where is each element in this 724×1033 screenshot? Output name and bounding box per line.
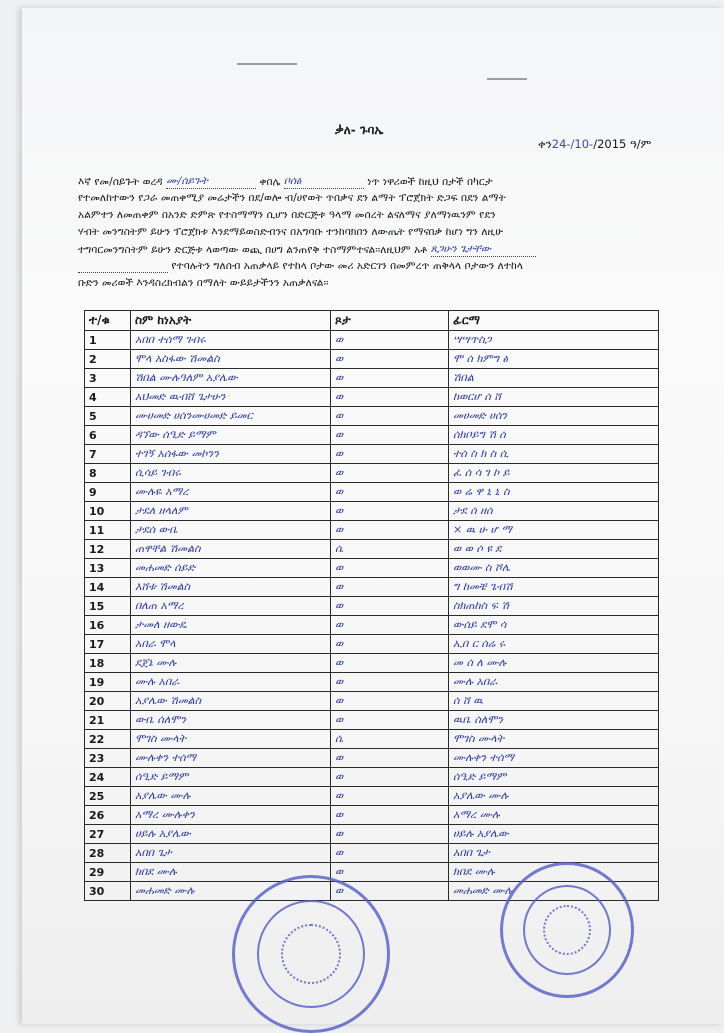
- row-signature: ውሰይ ደሞ ሳ: [449, 616, 659, 635]
- scan-mark: [237, 63, 297, 65]
- row-signature: መሐመድ ሙሉ: [449, 882, 659, 901]
- row-signature: ዉቤ ሰለሞን: [449, 711, 659, 730]
- scan-mark: [487, 78, 527, 80]
- text-segment: እኛ የመ/ሰይጉት ወረዳ: [78, 176, 163, 188]
- table-row: [85, 711, 659, 730]
- row-signature: ታደ ሰ ዘሰ: [449, 502, 659, 521]
- row-sex: ወ: [331, 787, 449, 806]
- row-sex: ወ: [331, 711, 449, 730]
- row-name: ታደለ ዘላለም: [131, 502, 331, 521]
- paragraph-line-5: [78, 242, 658, 257]
- official-stamp-right: [500, 862, 634, 998]
- row-name: ዳኘው ሰዒድ ይማም: [131, 426, 331, 445]
- row-name: አያሌው ሽመልስ: [131, 692, 331, 711]
- table-row: [85, 350, 659, 369]
- row-name: ሞገስ ሙላት: [131, 730, 331, 749]
- table-row: [85, 464, 659, 483]
- row-signature: ሽበል: [449, 369, 659, 388]
- kebele-handwritten: ቦሰፅ: [284, 174, 364, 189]
- row-number: 18: [85, 654, 131, 673]
- row-signature: ሞ ሰ ክምግ ፅ: [449, 350, 659, 369]
- row-signature: ሙሉቀን ተሰማ: [449, 749, 659, 768]
- row-signature: አበበ ጌታ: [449, 844, 659, 863]
- row-sex: ወ: [331, 502, 449, 521]
- row-signature: ወ ሬ ዋ ኒ ኒ ስ: [449, 483, 659, 502]
- stamp-emblem: [281, 924, 341, 984]
- row-signature: ወ ወ ሶ ዩ ደ: [449, 540, 659, 559]
- row-name: መሐመድ ሰይድ: [131, 559, 331, 578]
- row-name: ውቤ ሰለሞን: [131, 711, 331, 730]
- row-name: በለጠ አማረ: [131, 597, 331, 616]
- row-sex: ወ: [331, 388, 449, 407]
- row-sex: ወ: [331, 692, 449, 711]
- row-signature: ኢበ ር ሰሬ ሩ: [449, 635, 659, 654]
- row-signature: ክበደ ሙሉ: [449, 863, 659, 882]
- row-signature: ሞገስ ሙላት: [449, 730, 659, 749]
- paragraph-line-1: [78, 174, 658, 189]
- row-number: 30: [85, 882, 131, 901]
- row-number: 7: [85, 445, 131, 464]
- paragraph-line-6: [78, 259, 658, 273]
- paragraph-line-4: ሃብት መንግስትም ይሁን ፕሮጀክቱ እንደማይወስድብንና በአግባቡ ተንከባክበን ለውጤት የማናበቃ ከሆነ ግን ለዚሁ: [78, 226, 504, 238]
- header-number: ተ/ቁ: [85, 311, 131, 331]
- row-signature: ወወሙ ስ ሾሌ: [449, 559, 659, 578]
- header-signature: ፊርማ: [449, 311, 659, 331]
- text-segment: ነጥ ነዋሪወች ከዚህ በታች በካርታ: [367, 176, 493, 188]
- document-title: ቃለ- ጉባኤ: [335, 123, 384, 137]
- row-sex: ወ: [331, 806, 449, 825]
- table-row: [85, 768, 659, 787]
- row-number: 27: [85, 825, 131, 844]
- row-name: አህመድ ዉብሸ ጌታሁን: [131, 388, 331, 407]
- header-sex: ጾታ: [331, 311, 449, 331]
- row-sex: ወ: [331, 882, 449, 901]
- row-name: ክበደ ሙሉ: [131, 863, 331, 882]
- woreda-handwritten: ሙ/ሰይጉት: [166, 174, 256, 189]
- row-sex: ወ: [331, 768, 449, 787]
- table-row: [85, 502, 659, 521]
- table-row: [85, 654, 659, 673]
- row-sex: ወ: [331, 578, 449, 597]
- row-name: ታደሰ ውቤ: [131, 521, 331, 540]
- row-number: 23: [85, 749, 131, 768]
- row-name: ሙሉዬ አማረ: [131, 483, 331, 502]
- table-row: [85, 787, 659, 806]
- table-row: [85, 597, 659, 616]
- row-number: 19: [85, 673, 131, 692]
- row-number: 12: [85, 540, 131, 559]
- row-signature: ሣሣጥስጋ: [449, 331, 659, 350]
- row-signature: × ዉ ሁ ሆ ማ: [449, 521, 659, 540]
- row-number: 4: [85, 388, 131, 407]
- row-number: 16: [85, 616, 131, 635]
- date-prefix: ቀን: [538, 137, 552, 151]
- row-number: 10: [85, 502, 131, 521]
- table-row: [85, 806, 659, 825]
- row-number: 3: [85, 369, 131, 388]
- date-suffix: /2015 ዓ/ም: [593, 137, 652, 151]
- row-number: 22: [85, 730, 131, 749]
- row-sex: ወ: [331, 635, 449, 654]
- paragraph-line-2: የተመለከተውን የጋራ መጠቀሚያ መሬታችን በደ/ወሎ ብ/ሀየወት ጥበቃና ደን ልማት ፕሮጀክት ድጋፍ በደን ልማት: [78, 192, 506, 204]
- paragraph-line-7: ቡድን መሪወች እንዳስረክብልን በማለት ውይይታችንን አጠቃለናል፡፡: [78, 277, 329, 289]
- table-row: [85, 578, 659, 597]
- row-number: 21: [85, 711, 131, 730]
- row-sex: ወ: [331, 407, 449, 426]
- row-signature: ሰ ሸ ዉ: [449, 692, 659, 711]
- row-name: ሙሉ አበራ: [131, 673, 331, 692]
- table-row: [85, 331, 659, 350]
- row-signature: ሙሉ አበራ: [449, 673, 659, 692]
- row-sex: ወ: [331, 483, 449, 502]
- table-row: [85, 730, 659, 749]
- row-sex: ወ: [331, 559, 449, 578]
- row-signature: ከወርሆ ሰ ሸ: [449, 388, 659, 407]
- document-date: [538, 137, 651, 152]
- row-sex: ወ: [331, 521, 449, 540]
- row-number: 29: [85, 863, 131, 882]
- row-sex: ወ: [331, 863, 449, 882]
- row-signature: ፈ ሰ ሳ ገ ኮ ይ: [449, 464, 659, 483]
- row-signature: መ ሰ ለ ሙሉ: [449, 654, 659, 673]
- table-row: [85, 635, 659, 654]
- row-sex: ወ: [331, 350, 449, 369]
- leader-name-handwritten: ጸጋሁን ጌታቸው: [431, 242, 536, 257]
- table-header-row: [85, 311, 659, 331]
- stamp-emblem: [543, 905, 591, 955]
- row-sex: ወ: [331, 749, 449, 768]
- row-signature: ሰክቦይግ ሽ ሰ: [449, 426, 659, 445]
- row-number: 24: [85, 768, 131, 787]
- row-name: ሙሉቀን ተሰማ: [131, 749, 331, 768]
- text-segment: ተግባርመንግስትም ይሁን ድርጅቱ ላወጣው ወጪ በሀግ ልንጠየቅ ተስማምተናል፡፡ለዚህም አቶ: [78, 244, 428, 256]
- table-row: [85, 388, 659, 407]
- header-name: ስም ከነአያት: [131, 311, 331, 331]
- row-signature: ግ ከመቼ ጌብሽ: [449, 578, 659, 597]
- table-row: [85, 540, 659, 559]
- row-name: ተገኝ አሰፋው መኮንን: [131, 445, 331, 464]
- row-signature: መሀመድ ሀሰን: [449, 407, 659, 426]
- row-sex: ወ: [331, 331, 449, 350]
- row-signature: ሰዒድ ይማም: [449, 768, 659, 787]
- row-number: 11: [85, 521, 131, 540]
- paragraph-line-3: አልምተን ለመጠቀም በአንድ ድምጽ የተስማማን ሲሆን በድርጅቱ ዓላማ መሰረት ልናለማና ያለማነዉንም የደን: [78, 209, 496, 221]
- row-number: 1: [85, 331, 131, 350]
- row-name: አበበ ተሰማ ገብሩ: [131, 331, 331, 350]
- table-row: [85, 521, 659, 540]
- table-row: [85, 844, 659, 863]
- official-stamp-left: [232, 875, 390, 1033]
- row-name: አበራ ሞላ: [131, 635, 331, 654]
- row-signature: ተሰ ስ ክ ስ ሲ: [449, 445, 659, 464]
- row-sex: ወ: [331, 464, 449, 483]
- row-name: አማረ ሙሉቀን: [131, 806, 331, 825]
- blank-fill: [78, 272, 168, 273]
- row-name: ሲሳይ ገብሩ: [131, 464, 331, 483]
- row-sex: ወ: [331, 445, 449, 464]
- row-sex: ሴ: [331, 730, 449, 749]
- table-row: [85, 616, 659, 635]
- row-number: 6: [85, 426, 131, 445]
- row-signature: ሀይሉ አያሌው: [449, 825, 659, 844]
- table-row: [85, 369, 659, 388]
- row-number: 5: [85, 407, 131, 426]
- row-sex: ወ: [331, 597, 449, 616]
- row-number: 14: [85, 578, 131, 597]
- row-name: እሸቱ ሽመልስ: [131, 578, 331, 597]
- row-name: ሞላ አስፋው ሽመልስ: [131, 350, 331, 369]
- text-segment: ቀበሌ: [259, 176, 281, 188]
- row-name: ታመለ ዘውዴ: [131, 616, 331, 635]
- row-number: 2: [85, 350, 131, 369]
- row-number: 17: [85, 635, 131, 654]
- row-name: ሀይሉ አያሌው: [131, 825, 331, 844]
- row-number: 20: [85, 692, 131, 711]
- date-handwritten: 24-/10-: [551, 137, 594, 151]
- text-segment: የተባሉትን ግለሰብ አጠቃላይ የተከላ ቦታው መሪ አድርገን በመምረጥ ጠቅላላ ቦታውን ለተከላ: [171, 260, 524, 272]
- row-signature: አያሌው ሙሉ: [449, 787, 659, 806]
- row-number: 15: [85, 597, 131, 616]
- row-name: አያሌው ሙሉ: [131, 787, 331, 806]
- row-number: 25: [85, 787, 131, 806]
- row-name: አበበ ጌታ: [131, 844, 331, 863]
- row-sex: ሴ: [331, 540, 449, 559]
- table-row: [85, 673, 659, 692]
- table-row: [85, 483, 659, 502]
- row-number: 28: [85, 844, 131, 863]
- row-sex: ወ: [331, 654, 449, 673]
- table-row: [85, 692, 659, 711]
- row-number: 9: [85, 483, 131, 502]
- row-sex: ወ: [331, 673, 449, 692]
- row-number: 8: [85, 464, 131, 483]
- row-number: 26: [85, 806, 131, 825]
- row-signature: አማረ ሙሉ: [449, 806, 659, 825]
- row-sex: ወ: [331, 844, 449, 863]
- row-number: 13: [85, 559, 131, 578]
- row-name: ደጀኔ ሙሉ: [131, 654, 331, 673]
- row-name: መሐመድ ሙሉ: [131, 882, 331, 901]
- row-signature: ስክጠከስ ፍ ሽ: [449, 597, 659, 616]
- table-row: [85, 445, 659, 464]
- table-row: [85, 749, 659, 768]
- row-name: ሰዒድ ይማም: [131, 768, 331, 787]
- row-name: ሽበል ሙሉዓለም አያሌው: [131, 369, 331, 388]
- row-name: ሙሀመድ ሀሰንሙሀመድ ይመር: [131, 407, 331, 426]
- table-row: [85, 825, 659, 844]
- row-sex: ወ: [331, 825, 449, 844]
- table-row: [85, 407, 659, 426]
- table-row: [85, 559, 659, 578]
- row-sex: ወ: [331, 426, 449, 445]
- table-row: [85, 426, 659, 445]
- row-name: ጠዋቸል ሽመልስ: [131, 540, 331, 559]
- attendance-table: [84, 310, 659, 901]
- row-sex: ወ: [331, 616, 449, 635]
- row-sex: ወ: [331, 369, 449, 388]
